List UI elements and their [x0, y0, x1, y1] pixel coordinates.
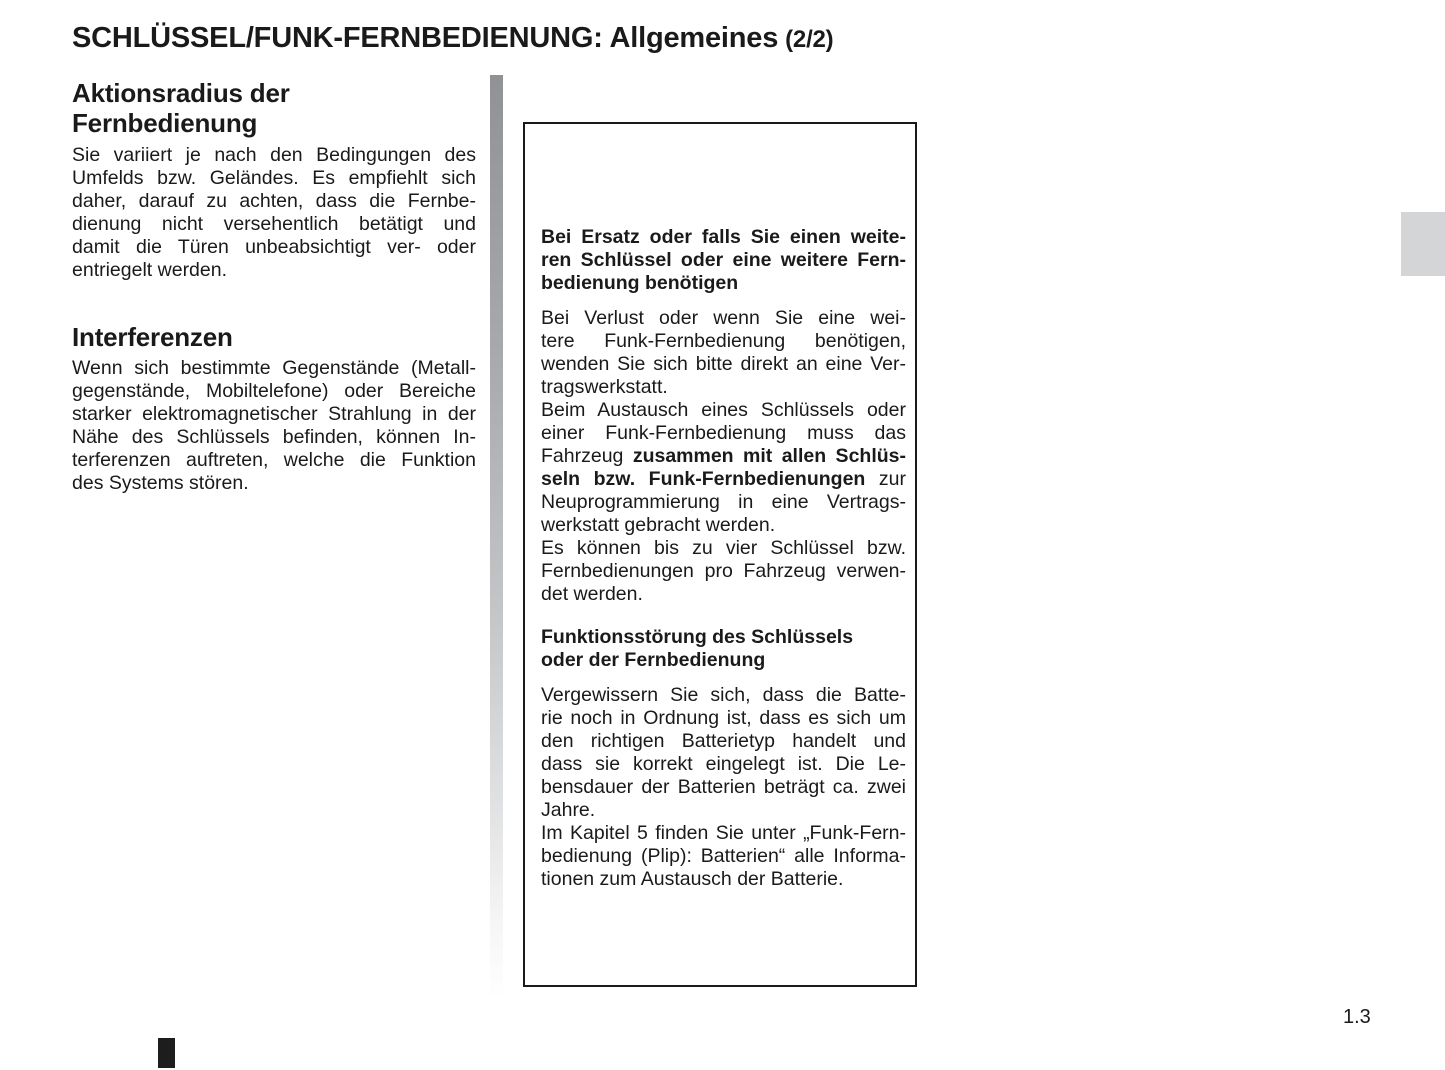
page-number: 1.3: [1343, 1006, 1371, 1028]
section-heading: Interferenzen: [72, 322, 233, 352]
section-aktionsradius: [72, 78, 476, 282]
info-box-paragraph: Bei Verlust oder wenn Sie eine wei- tere Funk-Fernbedienung benötigen, wenden Sie sich bitte direkt an eine Ver- tragswerkstatt. Beim Austausch eines Schlüssels oder einer Funk-Fernbedienung muss das Fahrzeug zusammen mit allen Schlüs- seln bzw. Funk-Fernbedienungen zur Neuprogrammierung in eine Vertrags- werkstatt gebracht werden. Es können bis zu vier Schlüssel bzw. Fernbedienungen pro Fahrzeug verwen- det werden.: [541, 307, 906, 605]
section-divider-bar: [490, 75, 503, 1000]
page-title-counter: (2/2): [785, 26, 834, 53]
paragraph: Sie variiert je nach den Bedingungen des Umfelds bzw. Geländes. Es empfiehlt sich daher, darauf zu achten, dass die Fernbe- dienung nicht versehentlich betätigt und damit die Türen unbeabsichtigt ver- oder entriegelt werden.: [72, 144, 476, 281]
print-registration-mark: [158, 1038, 175, 1068]
page-title-text: SCHLÜSSEL/FUNK-FERNBEDIENUNG: Allgemeines: [72, 22, 779, 54]
section-interferenzen: [72, 322, 476, 495]
info-box-heading: Funktionsstörung des Schlüssels oder der Fernbedienung: [541, 626, 854, 671]
paragraph: Wenn sich bestimmte Gegenstände (Metall- gegenstände, Mobiltelefone) oder Bereiche starker elektromagnetischer Strahlung in der Nähe des Schlüssels befinden, können In- terferenzen auftreten, welche die Funktion des Systems stören.: [72, 357, 476, 494]
info-box-paragraph: Vergewissern Sie sich, dass die Batte- rie noch in Ordnung ist, dass es sich um den richtigen Batterietyp handelt und dass sie korrekt eingelegt ist. Die Le- bensdauer der Batterien beträgt ca. zwei Jahre. Im Kapitel 5 finden Sie unter „Funk-Fern- bedienung (Plip): Batterien“ alle Informa- tionen zum Austausch der Batterie.: [541, 684, 906, 890]
info-box: [523, 122, 917, 987]
info-box-heading: Bei Ersatz oder falls Sie einen weite- ren Schlüssel oder eine weitere Fern- bedienung benötigen: [541, 226, 906, 294]
page-title: [72, 22, 833, 56]
chapter-tab: [1401, 212, 1445, 276]
section-heading: Aktionsradius der Fernbedienung: [72, 78, 290, 138]
left-column: [72, 78, 476, 495]
